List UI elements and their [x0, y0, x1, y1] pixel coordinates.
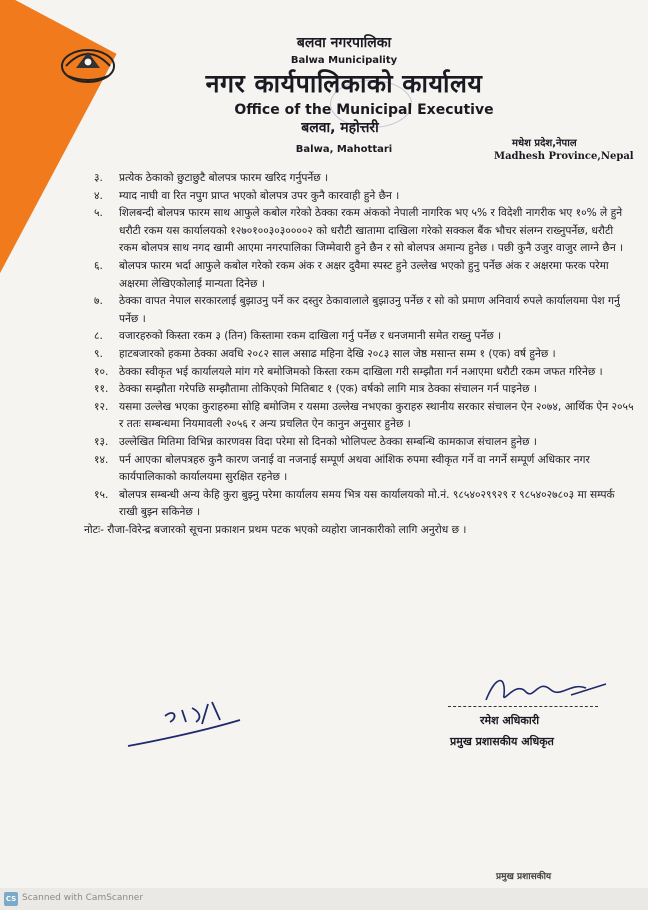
list-item: [94, 188, 634, 206]
item-number: १०.: [94, 365, 109, 378]
item-text: बोलपत्र सम्बन्धी अन्य केहि कुरा बुझ्नु परेमा कार्यालय समय भित्र यस कार्यालयको मो.नं. ९८५४०२९९२९ र ९८५४०२७८०३ मा सम्पर्क राखी बुझ्न सकिनेछ ।: [119, 488, 615, 519]
list-item: [94, 434, 634, 452]
item-number: १५.: [94, 488, 109, 501]
item-number: ६.: [94, 259, 103, 272]
item-text: प्रत्येक ठेकाको छुटाछुटै बोलपत्र फारम खरिद गर्नुपर्नेछ ।: [119, 172, 329, 184]
item-text: वजारहरुको किस्ता रकम ३ (तिन) किस्तामा रकम दाखिला गर्नु पर्नेछ र धनजमानी समेत राख्नु पर्नेछ ।: [119, 330, 502, 343]
province-en: Madhesh Province,Nepal: [494, 151, 634, 162]
item-number: ११.: [94, 383, 109, 396]
office-place-np: बलवा, महोत्तरी: [301, 120, 379, 136]
office-place-en: Balwa, Mahottari: [295, 144, 393, 155]
list-item: [94, 205, 634, 258]
list-item: [94, 293, 634, 328]
signatory-name: रमेश अधिकारी: [480, 714, 540, 727]
item-number: ८.: [94, 330, 103, 343]
list-item: [94, 258, 634, 293]
handwritten-mark-icon: [120, 696, 260, 756]
item-number: ५.: [94, 207, 103, 220]
item-number: ७.: [94, 295, 103, 308]
scanner-footer: [0, 888, 648, 910]
scanner-label: Scanned with CamScanner: [22, 893, 144, 903]
list-item: [94, 487, 634, 522]
list-item: [94, 399, 634, 434]
item-text: ठेक्का सम्झौता गरेपछि सम्झौतामा तोकिएको मितिबाट १ (एक) वर्षको लागि मात्र ठेक्का संचालन गर्न पाइनेछ ।: [119, 383, 537, 396]
notice-body: [84, 170, 634, 539]
list-item: [94, 328, 634, 346]
item-text: बोलपत्र फारम भर्दा आफुले कबोल गरेको रकम अंक र अक्षर दुवैमा स्पस्ट हुने उल्लेख भएको हुनु पर्नेछ अंक र अक्षरमा फरक परेमा अक्षरमा लेखिएकोलाई मान्यता दिनेछ ।: [119, 259, 609, 290]
item-text: हाटबजारको हकमा ठेक्का अवधि २०८२ साल असाढ महिना देखि २०८३ साल जेष्ठ मसान्त सम्म १ (एक) वर्ष हुनेछ ।: [119, 347, 556, 360]
camscanner-badge-icon: CS: [4, 892, 18, 906]
list-item: [94, 346, 634, 364]
list-item: [94, 364, 634, 382]
municipality-name-np: बलवा नगरपालिका: [296, 35, 392, 51]
item-text: शिलबन्दी बोलपत्र फारम साथ आफुले कबोल गरेको ठेक्का रकम अंकको नेपाली नागरिक भए ५% र विदेशी नागरीक भए १०% ले हुने धरौटी रकम यस कार्यालयको १२७०१००३०३००००२ को धरौटी खातामा दाखिला गरेको सक्कल बैंक भौचर संलग्न राख्नुपर्नेछ, धरौटी रकम बोलपत्र साथ नगद खामी आएमा नगरपालिका जिम्मेवारी हुने छैन र सो बोलपत्र अमान्य हुनेछ । पछी कुनै उजुर वाजुर लाग्ने छैन ।: [119, 207, 624, 255]
item-text: उल्लेखित मितिमा विभिन्न कारणवस विदा परेमा सो दिनको भोलिपल्ट ठेक्का सम्बन्धि कामकाज संचालन हुनेछ ।: [119, 435, 537, 448]
item-number: ३.: [94, 172, 103, 184]
signatory-title: प्रमुख प्रशासकीय अधिकृत: [450, 735, 554, 748]
item-text: ठेक्का स्वीकृत भई कार्यालयले मांग गरे बमोजिमको किस्ता रकम दाखिला गरी सम्झौता गर्न नआएमा धरौटी रकम जफत गरिनेछ ।: [119, 365, 603, 378]
item-text: म्याद नाघी वा रित नपुग प्राप्त भएको बोलपत्र उपर कुनै कारवाही हुने छैन ।: [119, 189, 400, 202]
list-item: [94, 381, 634, 399]
item-text: पर्न आएका बोलपत्रहरु कुनै कारण जनाई वा नजनाई सम्पूर्ण अथवा आंशिक रुपमा स्वीकृत गर्ने वा नगर्ने सम्पूर्ण अधिकार नगर कार्यपालिकाको कार्यालयमा सुरक्षित रहनेछ ।: [119, 453, 590, 484]
signature-scribble-icon: [476, 670, 616, 710]
bleed-through-text: प्रमुख प्रशासकीय: [496, 872, 552, 882]
list-item: [94, 170, 634, 188]
note-text: नोटः- रौजा-विरेन्द्र बजारको सूचना प्रकाशन प्रथम पटक भएको व्यहोरा जानकारीको लागि अनुरोध छ ।: [84, 523, 467, 536]
item-number: ९.: [94, 347, 103, 360]
item-text: यसमा उल्लेख भएका कुराहरुमा सोहि बमोजिम र यसमा उल्लेख नभएका कुराहरु स्थानीय सरकार संचालन ऐन २०७४, आर्थिक ऐन २०५५ र ततः सम्बन्धमा नियमावली २०५६ र अन्य प्रचलित ऐन कानुन अनुसार हुनेछ ।: [119, 400, 634, 431]
item-number: ४.: [94, 189, 103, 202]
item-number: १२.: [94, 400, 109, 413]
province-np: मधेश प्रदेश,नेपाल: [512, 138, 577, 149]
list-item: [94, 452, 634, 487]
item-text: ठेक्का वापत नेपाल सरकारलाई बुझाउनु पर्ने कर दस्तुर ठेकावालाले बुझाउनु पर्नेछ र सो को प्रमाण अनिवार्य रुपले कार्यालयमा पेश गर्नु पर्नेछ ।: [119, 295, 620, 325]
item-number: १४.: [94, 453, 109, 466]
item-number: १३.: [94, 435, 109, 448]
signature-line: [448, 706, 598, 707]
office-title-en: Office of the Municipal Executive: [234, 102, 494, 118]
municipality-name-en: Balwa Municipality: [290, 55, 398, 66]
office-title-np: नगर कार्यपालिकाको कार्यालय: [205, 69, 483, 98]
